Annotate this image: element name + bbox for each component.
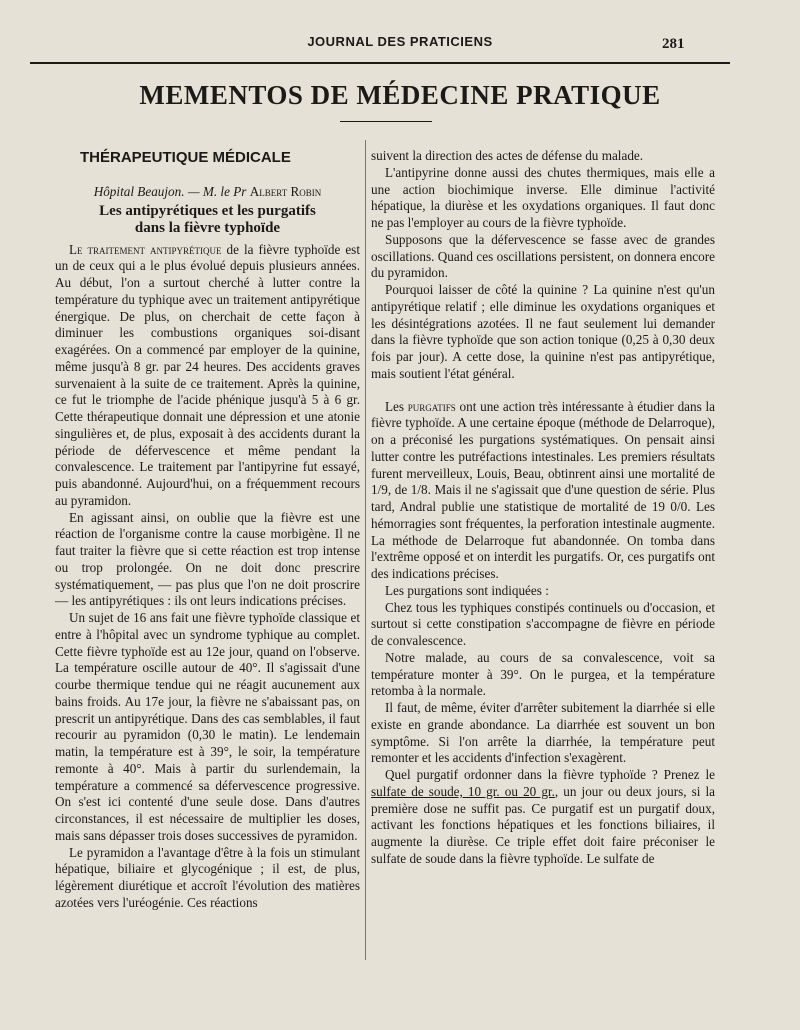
paragraph: Chez tous les typhiques constipés continuels ou d'occasion, et surtout si cette constipation s'accompagne de fièvre en période de convalescence. bbox=[371, 599, 715, 648]
rubric-heading: THÉRAPEUTIQUE MÉDICALE bbox=[80, 149, 291, 166]
underlined-prescription: sulfate de soude, 10 gr. ou 20 gr. bbox=[371, 783, 555, 799]
paragraph-text: de la fièvre typhoïde est un de ceux qui a le plus évolué depuis plusieurs années. Au début, l'on a surtout cherché à lutter contre la température du typhique avec un traitement antipyrétique énergique. De plus, on cherchait de cette façon à diminuer les combustions organiques soi-disant exagérées. On a commencé par employer de la quinine, même jusqu'à 8 gr. par 24 heures. Des accidents graves survenaient à la suite de ce traitement. Après la quinine, ce fut le triomphe de l'acide phénique jusqu'à 5 à 6 gr. Cette thérapeutique donnait une dépression et une atonie singulières et, de plus, exposait à des accidents durant la période de défervescence et même pendant la convalescence. Le traitement par l'antipyrine fut essayé, puis abandonné. Aujourd'hui, on a fréquemment recours au pyramidon. bbox=[55, 241, 360, 508]
paragraph: Pourquoi laisser de côté la quinine ? La quinine n'est qu'un antipyrétique relatif ; elle diminue les oxydations organiques et les désintégrations azotées. Il ne faut seulement lui demander dans la fièvre typhoïde que son action tonique (0,25 à 0,30 deux fois par jour). A cette dose, la quinine n'est pas antipyrétique, mais soutient l'état général. bbox=[371, 282, 715, 381]
paragraph: Notre malade, au cours de sa convalescence, voit sa température monter à 39°. On le purgea, et la température retomba à la normale. bbox=[371, 649, 715, 699]
byline-sep: — M. le Pr bbox=[184, 183, 250, 199]
left-column bbox=[55, 148, 360, 912]
paragraph-text: Quel purgatif ordonner dans la fièvre typhoïde ? Prenez le bbox=[385, 767, 715, 782]
paragraph-text: Les bbox=[385, 398, 408, 414]
article-title-line-2: dans la fièvre typhoïde bbox=[134, 220, 281, 236]
article-title bbox=[55, 203, 360, 238]
section-title: MEMENTOS DE MÉDECINE PRATIQUE bbox=[139, 80, 661, 110]
paragraph: Les purgations sont indiquées : bbox=[385, 582, 549, 598]
paragraph bbox=[55, 242, 360, 510]
paragraph-lead: purgatifs bbox=[407, 398, 456, 414]
page-number: 281 bbox=[662, 36, 685, 52]
paragraph: Un sujet de 16 ans fait une fièvre typhoïde classique et entre à l'hôpital avec un syndrome typhique au complet. Cette fièvre typhoïde est au 12e jour, quand on l'observe. La température oscille autour de 40°. Il s'agissait d'une courbe thermique tendue qui ne réagit aucunement aux bains froids. Au 17e jour, la fièvre ne s'abaissant pas, on prescrit un antipyrétique. Dans des cas semblables, il faut recourir au pyramidon (0,30 le matin). Le lendemain matin, la température est à 39°, le soir, la température remonte à 40°. Mais à partir du surlendemain, la température a commencé sa défervescence progressive. On s'est ici contenté d'une seule dose. Dans d'autres circonstances, il est nécessaire de multiplier les doses, mais sans dépasser trois doses successives de pyramidon. bbox=[55, 610, 360, 843]
right-column bbox=[371, 148, 715, 868]
paragraph: L'antipyrine donne aussi des chutes thermiques, mais elle a une action biochimique inverse. Elle diminue l'activité hépatique, la diurèse et les oxydations organiques. Il faut donc ne pas l'employer au cours de la fièvre typhoïde. bbox=[371, 164, 715, 230]
byline-place: Hôpital Beaujon. bbox=[93, 183, 185, 199]
paragraph: suivent la direction des actes de défense du malade. bbox=[371, 148, 644, 163]
paragraph: Il faut, de même, éviter d'arrêter subitement la diarrhée si elle existe en grande abondance. La diarrhée est souvent un bon symptôme. Si l'on arrête la diarrhée, la température peut remonter et les accidents d'infection s'exagèrent. bbox=[371, 700, 715, 766]
column-divider bbox=[365, 140, 366, 960]
section-gap bbox=[371, 383, 715, 399]
paragraph-lead: Le traitement antipyrétique bbox=[69, 241, 222, 257]
running-head: JOURNAL DES PRATICIENS bbox=[307, 34, 493, 49]
paragraph-text: ont une action très intéressante à étudier dans la fièvre typhoïde. A une certaine époque (méthode de Delarroque), on a préconisé les purgations systématiques. On pensait ainsi lutter contre les putréfactions intestinales. Les premiers résultats furent merveilleux, Louis, Beau, obtinrent ainsi une mortalité de 1/9, de 1/8. Mais il ne s'agissait que d'une question de série. Plus tard, Andral publie une statistique de mortalité de 19 0/0. Les hémorragies sont fréquentes, la perforation intestinale augmente. La méthode de Delarroque fut abandonnée. On tomba dans l'extrême opposé et on interdit les purgatifs. Or, ces purgatifs ont des indications précises. bbox=[371, 398, 715, 581]
byline bbox=[55, 184, 360, 201]
paragraph: En agissant ainsi, on oublie que la fièvre est une réaction de l'organisme contre la cause morbigène. Il ne faut traiter la fièvre que si cette réaction est trop intense ou trop prolongée. On ne doit donc prescrire systématiquement, — pas plus que l'on ne doit proscrire — les antipyrétiques : ils ont leurs indications précises. bbox=[55, 509, 360, 609]
paragraph: Le pyramidon a l'avantage d'être à la fois un stimulant hépatique, biliaire et glycogénique ; il est, de plus, légèrement diurétique et accroît l'évolution des matières azotées vers l'uréogénie. Ces réactions bbox=[55, 844, 360, 910]
article-title-line-1: Les antipyrétiques et les purgatifs bbox=[99, 202, 316, 219]
paragraph: Supposons que la défervescence se fasse avec de grandes oscillations. Quand ces oscillations persistent, on donnera encore du pyramidon. bbox=[371, 231, 715, 281]
byline-author: Albert Robin bbox=[249, 183, 322, 199]
paragraph bbox=[371, 399, 715, 583]
paragraph-text: , un jour ou deux jours, si la première dose ne suffit pas. Ce purgatif est un purgatif doux, activant les fonctions hépatiques et les fonctions biliaires, il augmente la diurèse. Ce triple effet doit faire préconiser le sulfate de soude dans la fièvre typhoïde. Le sulfate de bbox=[371, 783, 715, 866]
title-rule bbox=[340, 121, 432, 122]
paragraph bbox=[371, 767, 715, 868]
header-rule bbox=[30, 62, 730, 64]
